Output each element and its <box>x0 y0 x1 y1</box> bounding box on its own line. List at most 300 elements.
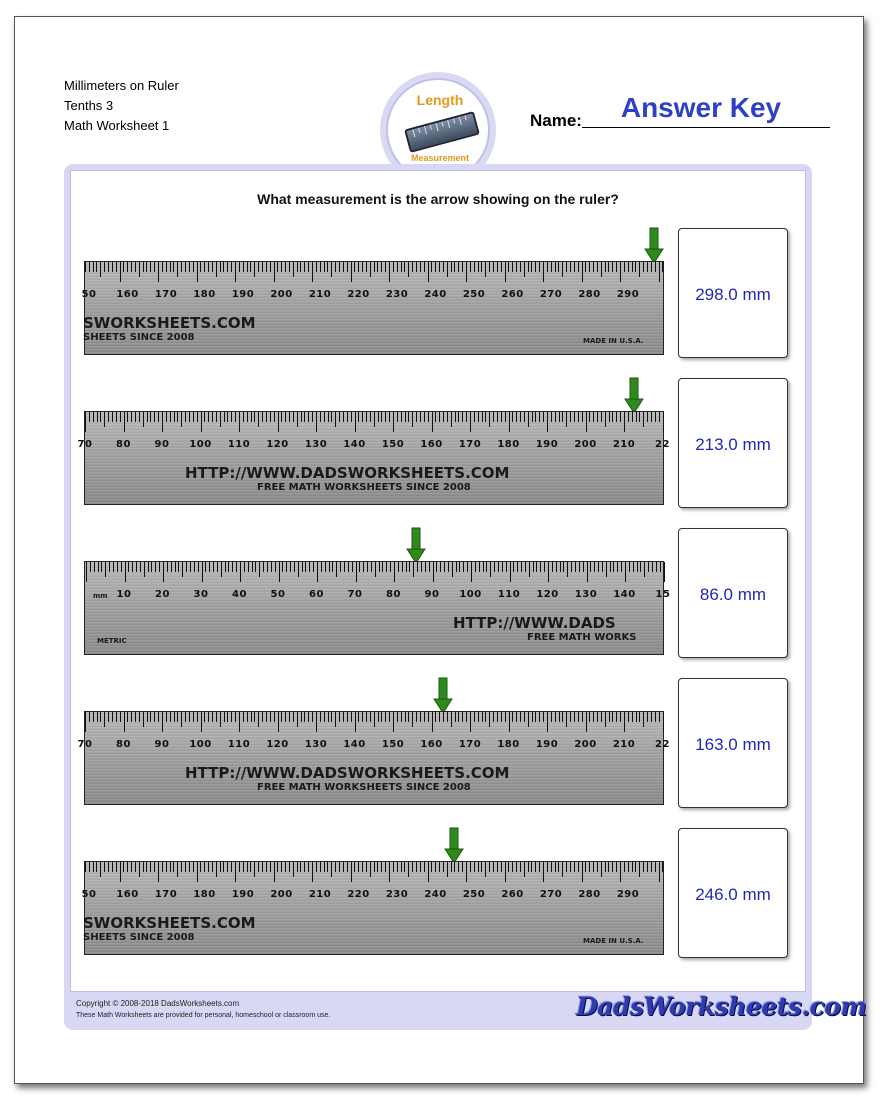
ruler-tick <box>655 412 656 422</box>
ruler-tick <box>493 412 494 422</box>
ruler-brand-text: SWORKSHEETS.COM <box>83 314 256 332</box>
ruler-tick <box>659 712 660 722</box>
ruler-number: 160 <box>420 739 443 750</box>
ruler-tick <box>281 412 282 422</box>
ruler-number: 190 <box>231 289 255 300</box>
ruler-tick <box>586 712 587 732</box>
ruler-tick <box>513 562 514 572</box>
ruler-tick <box>489 862 490 872</box>
ruler-number: 170 <box>458 739 482 750</box>
ruler-tick <box>544 562 545 572</box>
ruler-tick <box>185 712 186 722</box>
ruler-tick <box>335 862 336 872</box>
ruler-tick <box>447 262 448 277</box>
ruler-tick <box>100 412 101 422</box>
badge-title: Length <box>416 92 464 108</box>
ruler-tick <box>578 712 579 722</box>
ruler-tick <box>536 562 537 572</box>
ruler-tick <box>458 862 459 872</box>
ruler-tick <box>93 262 94 272</box>
ruler-tick <box>89 862 90 872</box>
ruler-tick <box>120 712 121 722</box>
ruler-number: 100 <box>459 589 482 600</box>
ruler-number: 50 <box>81 889 97 900</box>
ruler-tick <box>493 262 494 272</box>
ruler-unit-label: mm <box>93 592 108 600</box>
ruler-tick <box>232 562 233 572</box>
ruler-tick <box>590 562 591 572</box>
ruler-tick <box>413 562 414 577</box>
ruler-tick <box>370 712 371 722</box>
ruler-tick <box>451 862 452 872</box>
dadsworksheets-logo: DadsWorksheets.com <box>576 992 867 1021</box>
ruler-tick <box>239 862 240 872</box>
ruler-tick <box>412 712 413 727</box>
ruler-number: 70 <box>77 439 93 450</box>
ruler-tick <box>343 262 344 272</box>
ruler-tick <box>155 562 156 572</box>
ruler-tick <box>108 862 109 872</box>
ruler-tick <box>175 562 176 572</box>
ruler-tick <box>286 562 287 572</box>
ruler-number: 130 <box>574 589 598 600</box>
ruler-tick <box>566 862 567 872</box>
ruler-tick <box>516 712 517 722</box>
ruler-tick <box>620 262 621 282</box>
ruler-tick <box>197 262 198 282</box>
ruler-image <box>81 261 664 355</box>
ruler-tick <box>609 712 610 722</box>
ruler-tick <box>432 412 433 432</box>
ruler-tick <box>443 262 444 272</box>
name-label: Name: <box>530 111 582 130</box>
ruler-tick <box>235 862 236 882</box>
ruler-tick <box>435 712 436 722</box>
ruler-tick <box>204 262 205 272</box>
ruler-tick <box>108 712 109 722</box>
ruler-tick <box>463 562 464 572</box>
ruler-tick <box>351 862 352 882</box>
ruler-tick <box>489 712 490 727</box>
ruler-number: 90 <box>154 739 170 750</box>
ruler-tick <box>498 562 499 572</box>
ruler-tick <box>89 262 90 272</box>
ruler-tick <box>562 262 563 277</box>
ruler-tick <box>528 712 529 727</box>
ruler-tick <box>483 562 484 572</box>
ruler-tick <box>270 262 271 272</box>
ruler-tick <box>125 562 126 582</box>
ruler-tick <box>293 262 294 277</box>
ruler-number: 100 <box>189 739 212 750</box>
ruler-tick <box>605 712 606 727</box>
worksheet-number: Math Worksheet 1 <box>64 118 170 133</box>
ruler-tick <box>609 412 610 422</box>
ruler-tick <box>582 862 583 882</box>
ruler-number: 160 <box>420 439 443 450</box>
ruler-tick <box>197 412 198 422</box>
ruler-tick <box>186 562 187 572</box>
ruler-tick <box>405 412 406 422</box>
ruler-tick <box>486 562 487 572</box>
ruler-tick <box>254 262 255 277</box>
ruler-tick <box>610 562 611 572</box>
ruler-tick <box>274 712 275 722</box>
ruler-tick <box>162 412 163 432</box>
ruler-tick <box>540 562 541 572</box>
ruler-tick <box>85 412 86 432</box>
ruler-tick <box>116 712 117 722</box>
ruler-origin-text: MADE IN U.S.A. <box>583 337 644 345</box>
ruler-tick <box>524 712 525 722</box>
ruler-tick <box>474 712 475 722</box>
ruler-tick <box>547 712 548 732</box>
ruler-tick <box>262 712 263 722</box>
ruler-tick <box>547 262 548 272</box>
ruler-tick <box>659 862 660 882</box>
ruler-tick <box>625 562 626 582</box>
ruler-number: 30 <box>193 589 209 600</box>
ruler-tick <box>594 562 595 572</box>
ruler-tick <box>347 712 348 722</box>
ruler-tick <box>582 262 583 282</box>
ruler-tick <box>420 862 421 872</box>
ruler-tick <box>420 412 421 422</box>
ruler-tick <box>324 412 325 422</box>
ruler-tick <box>431 262 432 272</box>
ruler-tick <box>181 412 182 427</box>
ruler-tick <box>639 712 640 722</box>
ruler-tick <box>358 412 359 422</box>
ruler-tick <box>481 262 482 272</box>
ruler-number: 80 <box>386 589 401 600</box>
ruler-tick <box>158 262 159 282</box>
ruler-tick <box>393 862 394 872</box>
ruler-tick <box>620 862 621 882</box>
ruler-tick <box>659 262 660 282</box>
ruler-tick <box>162 862 163 872</box>
ruler-tick <box>290 562 291 572</box>
ruler-tick <box>601 862 602 877</box>
ruler-tick <box>131 262 132 272</box>
ruler-tick <box>117 562 118 572</box>
ruler-tick <box>327 262 328 272</box>
ruler-tick <box>655 262 656 272</box>
ruler-tick <box>208 862 209 872</box>
ruler-number: 210 <box>308 289 332 300</box>
ruler-tick <box>185 412 186 422</box>
ruler-tick <box>324 712 325 722</box>
ruler-tick <box>351 412 352 422</box>
arrow-down-icon <box>406 528 426 564</box>
ruler-tick <box>424 262 425 272</box>
ruler-brand-text: SWORKSHEETS.COM <box>83 914 256 932</box>
ruler-tick <box>433 562 434 582</box>
ruler-tick <box>516 862 517 872</box>
ruler-tick <box>602 562 603 572</box>
ruler-tick <box>366 262 367 272</box>
ruler-tick <box>189 262 190 272</box>
ruler-tick <box>432 712 433 732</box>
ruler-brand-text: HTTP://WWW.DADSWORKSHEETS.COM <box>185 764 510 782</box>
ruler-tick <box>331 712 332 722</box>
ruler-tick <box>143 862 144 872</box>
ruler-image <box>77 411 670 505</box>
ruler-tick <box>104 712 105 727</box>
ruler-tick <box>151 562 152 572</box>
ruler-tick <box>509 712 510 732</box>
ruler-tick <box>328 712 329 722</box>
ruler-tick <box>524 862 525 877</box>
ruler-tick <box>366 412 367 422</box>
ruler-tick <box>485 862 486 877</box>
ruler-tick <box>440 562 441 572</box>
ruler-tick <box>320 262 321 272</box>
ruler-tick <box>447 412 448 422</box>
ruler-tick <box>535 712 536 722</box>
ruler-tick <box>416 412 417 422</box>
ruler-tick <box>370 262 371 277</box>
ruler-tick <box>205 562 206 572</box>
ruler-tick <box>197 712 198 722</box>
ruler-tick <box>282 562 283 572</box>
ruler-tick <box>616 262 617 272</box>
ruler-number: 270 <box>539 889 563 900</box>
ruler-tick <box>587 562 588 582</box>
ruler-tick <box>524 412 525 422</box>
ruler-tick <box>589 262 590 272</box>
ruler-tick <box>520 712 521 722</box>
ruler-tick <box>193 862 194 872</box>
ruler-tick <box>259 562 260 577</box>
ruler-tick <box>201 712 202 732</box>
ruler-tick <box>208 412 209 422</box>
ruler-tick <box>612 412 613 422</box>
ruler-tick <box>139 712 140 722</box>
ruler-tick <box>123 862 124 872</box>
ruler-tick <box>366 712 367 722</box>
ruler-tick <box>466 262 467 282</box>
ruler-tick <box>312 862 313 882</box>
ruler-tick <box>321 562 322 572</box>
ruler-tick <box>166 712 167 722</box>
ruler-tick <box>150 262 151 272</box>
ruler-tick <box>362 712 363 722</box>
ruler-tick <box>597 412 598 422</box>
ruler-tick <box>560 562 561 572</box>
ruler-tick <box>181 862 182 872</box>
ruler-tick <box>628 262 629 272</box>
ruler-tick <box>112 712 113 722</box>
ruler-tick <box>558 862 559 872</box>
ruler-tick <box>471 562 472 582</box>
ruler-tick <box>297 262 298 272</box>
ruler-tick <box>104 262 105 272</box>
ruler-tick <box>250 262 251 272</box>
ruler-number: 200 <box>574 739 597 750</box>
ruler-tick <box>139 412 140 422</box>
ruler-tick <box>124 712 125 732</box>
ruler-tick <box>289 712 290 722</box>
ruler-number: 50 <box>81 289 97 300</box>
ruler-tick <box>639 862 640 877</box>
ruler-tick <box>435 412 436 422</box>
ruler-tick <box>254 412 255 422</box>
ruler-tick <box>258 412 259 427</box>
ruler-tick <box>112 412 113 422</box>
ruler-tick <box>456 562 457 572</box>
ruler-tick <box>644 562 645 577</box>
ruler-tick <box>227 412 228 422</box>
ruler-tick <box>628 862 629 872</box>
ruler-number: 120 <box>536 589 559 600</box>
ruler-tick <box>204 412 205 422</box>
ruler-tick <box>231 262 232 272</box>
ruler-tick <box>485 712 486 722</box>
ruler-tick <box>336 562 337 577</box>
ruler-tick <box>651 262 652 272</box>
ruler-tick <box>212 412 213 422</box>
ruler-tick <box>370 412 371 422</box>
ruler-number: 170 <box>154 889 178 900</box>
ruler-tick <box>524 262 525 277</box>
ruler-tick <box>377 862 378 872</box>
ruler-tick <box>458 262 459 272</box>
ruler-tick <box>382 562 383 572</box>
ruler-tick <box>258 262 259 272</box>
ruler-tick <box>135 712 136 722</box>
ruler-tick <box>408 412 409 422</box>
ruler-tick <box>325 562 326 572</box>
ruler-tick <box>356 562 357 582</box>
ruler-tick <box>173 862 174 872</box>
ruler-tick <box>562 862 563 877</box>
ruler-tick <box>221 562 222 577</box>
problem-2 <box>64 378 812 518</box>
ruler-tick <box>562 412 563 422</box>
ruler-tick <box>528 862 529 872</box>
ruler-tick <box>247 262 248 272</box>
ruler-tick <box>570 412 571 422</box>
ruler-tick <box>559 412 560 422</box>
ruler-tick <box>425 562 426 572</box>
ruler-tick <box>262 262 263 272</box>
ruler-tick <box>567 562 568 577</box>
ruler-number: 110 <box>497 589 521 600</box>
ruler-tick <box>555 862 556 872</box>
ruler-tick <box>389 712 390 722</box>
ruler-number: 110 <box>227 439 251 450</box>
ruler-tick <box>578 262 579 272</box>
ruler-tagline-text: FREE MATH WORKSHEETS SINCE 2008 <box>257 782 471 793</box>
ruler-tick <box>97 412 98 422</box>
ruler-tick <box>235 262 236 282</box>
ruler-tick <box>409 562 410 572</box>
ruler-tick <box>624 412 625 432</box>
ruler-number: 180 <box>497 739 520 750</box>
ruler-tick <box>578 412 579 422</box>
answer-box <box>678 378 788 508</box>
ruler-tick <box>358 262 359 272</box>
ruler-tick <box>501 862 502 872</box>
ruler-tick <box>267 562 268 572</box>
ruler-tick <box>470 412 471 432</box>
ruler-tick <box>398 562 399 572</box>
ruler-tick <box>136 562 137 572</box>
ruler-tick <box>289 412 290 422</box>
ruler-tick <box>317 562 318 582</box>
ruler-number: 140 <box>343 439 366 450</box>
ruler-tick <box>385 412 386 422</box>
ruler-tick <box>340 562 341 572</box>
ruler-tick <box>647 262 648 272</box>
ruler-tick <box>443 712 444 722</box>
ruler-tick <box>293 712 294 722</box>
ruler-tick <box>624 262 625 272</box>
ruler-tick <box>385 712 386 722</box>
ruler-tick <box>655 712 656 722</box>
ruler-tick <box>617 562 618 572</box>
ruler-tick <box>481 862 482 872</box>
ruler-tick <box>378 712 379 722</box>
ruler-tick <box>262 862 263 872</box>
ruler-tick <box>143 412 144 427</box>
ruler-tick <box>243 862 244 872</box>
ruler-tick <box>621 562 622 572</box>
ruler-tick <box>378 412 379 422</box>
ruler-tick <box>244 562 245 572</box>
ruler-tick <box>275 562 276 572</box>
ruler-tick <box>329 562 330 572</box>
ruler-tick <box>96 262 97 272</box>
ruler-number: 200 <box>270 289 293 300</box>
ruler-tick <box>208 262 209 272</box>
ruler-tick <box>470 262 471 272</box>
ruler-tick <box>606 562 607 577</box>
ruler-tick <box>294 562 295 572</box>
ruler-tick <box>462 262 463 272</box>
ruler-tick <box>547 412 548 432</box>
ruler-tick <box>570 262 571 272</box>
ruler-tick <box>139 862 140 877</box>
ruler-tick <box>150 412 151 422</box>
ruler-tick <box>424 712 425 722</box>
ruler-number: 140 <box>613 589 636 600</box>
ruler-tick <box>93 412 94 422</box>
ruler-tick <box>664 562 665 582</box>
ruler-tick <box>663 712 664 732</box>
ruler-tick <box>439 862 440 872</box>
worksheet-topic: Millimeters on Ruler <box>64 78 179 93</box>
ruler-tick <box>474 412 475 422</box>
ruler-tick <box>121 562 122 572</box>
ruler-tick <box>397 412 398 422</box>
ruler-tick <box>551 262 552 272</box>
answer-box <box>678 828 788 958</box>
ruler-tick <box>589 712 590 722</box>
ruler-tick <box>236 562 237 572</box>
ruler-tick <box>274 262 275 282</box>
copyright-text: Copyright © 2008-2018 DadsWorksheets.com <box>76 999 240 1008</box>
ruler-tick <box>158 712 159 722</box>
ruler-tick <box>612 712 613 722</box>
ruler-tick <box>612 262 613 272</box>
ruler-number: 240 <box>424 289 447 300</box>
ruler-tick <box>551 412 552 422</box>
ruler-tick <box>543 412 544 422</box>
badge-subtitle: Measurement <box>410 153 470 163</box>
ruler-tick <box>154 262 155 272</box>
